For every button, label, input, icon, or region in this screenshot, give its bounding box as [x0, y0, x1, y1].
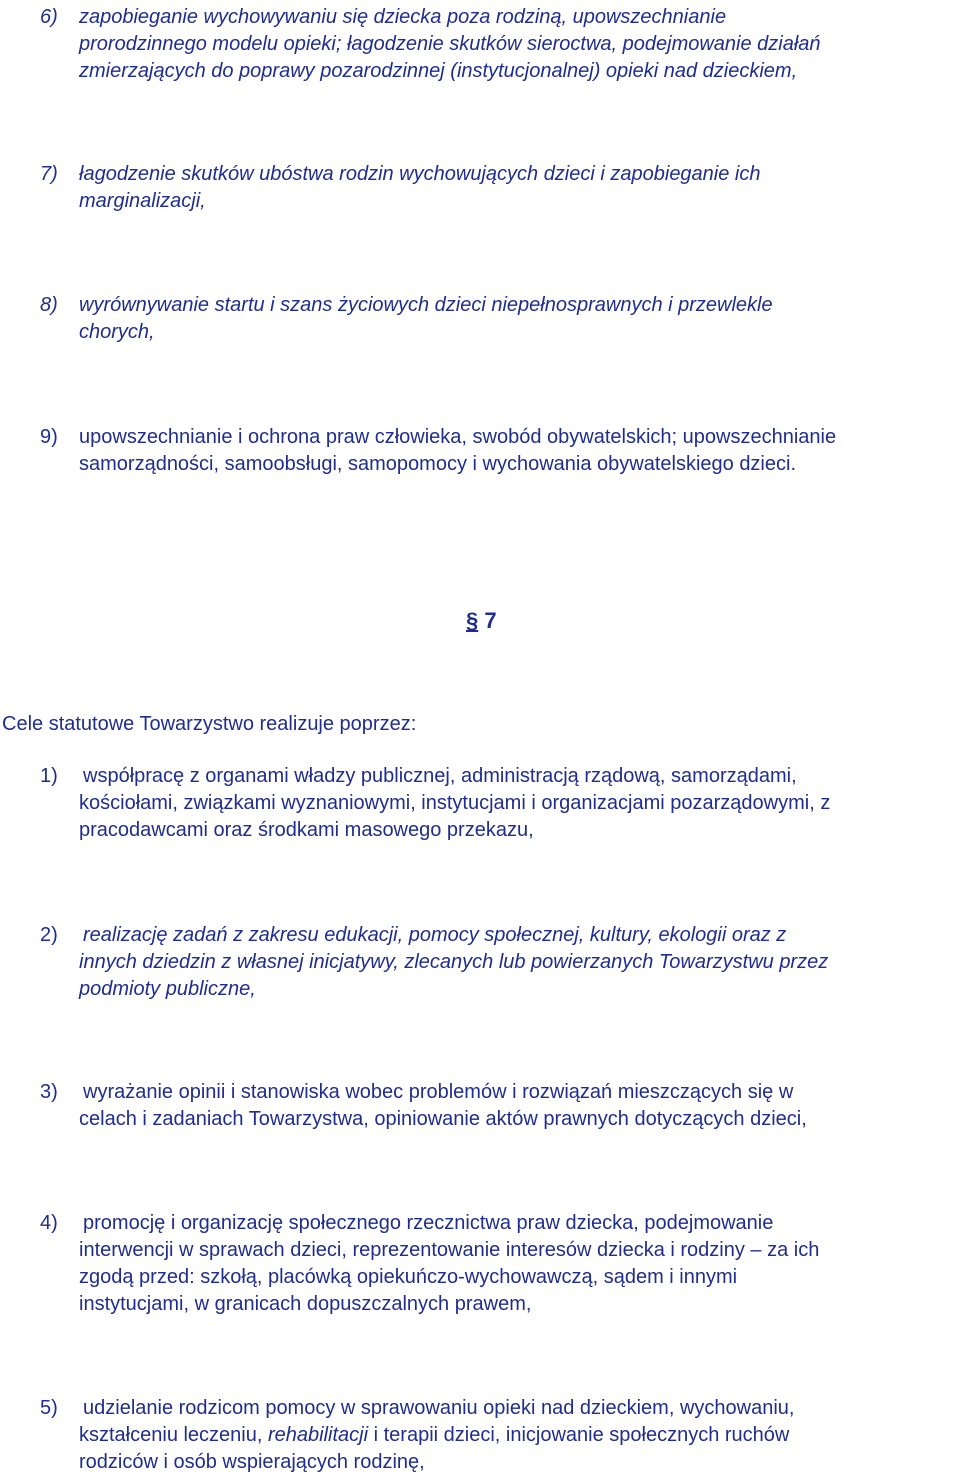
text-line: upowszechnianie i ochrona praw człowieka, swobód obywatelskich; upowszechnianie	[79, 426, 837, 448]
text-line: podmioty publiczne,	[79, 978, 256, 1000]
list-item-6	[40, 4, 960, 85]
text-line: realizację zadań z zakresu edukacji, pomocy społecznej, kultury, ekologii oraz z	[83, 924, 787, 946]
list-item-text	[79, 424, 960, 478]
text-segment: kształceniu leczeniu,	[79, 1424, 268, 1446]
list-item-8	[40, 292, 960, 346]
text-line: wyrównywanie startu i szans życiowych dzieci niepełnosprawnych i przewlekle	[79, 294, 773, 316]
text-line: innych dziedzin z własnej inicjatywy, zlecanych lub powierzanych Towarzystwu przez	[79, 951, 829, 973]
list-item-4	[40, 1210, 960, 1318]
text-line: pracodawcami oraz środkami masowego przekazu,	[79, 819, 534, 841]
list-item-number: 1)	[40, 765, 58, 787]
text-line: kościołami, związkami wyznaniowymi, instytucjami i organizacjami pozarządowymi, z	[79, 792, 831, 814]
text-line: samorządności, samoobsługi, samopomocy i wychowania obywatelskiego dzieci.	[79, 453, 797, 475]
text-line: zapobieganie wychowywaniu się dziecka poza rodziną, upowszechnianie	[79, 6, 727, 28]
list-item-7	[40, 161, 960, 215]
list-item-text	[79, 292, 960, 346]
text-line: chorych,	[79, 321, 155, 343]
list-item-2	[40, 922, 960, 1003]
text-line: łagodzenie skutków ubóstwa rodzin wychowujących dzieci i zapobieganie ich	[79, 163, 761, 185]
list-item-text	[79, 1210, 960, 1318]
text-line: współpracę z organami władzy publicznej, administracją rządową, samorządami,	[83, 765, 797, 787]
text-segment: i terapii dzieci, inicjowanie społecznych ruchów	[368, 1424, 790, 1446]
text-line: zgodą przed: szkołą, placówką opiekuńczo-wychowawczą, sądem i innymi	[79, 1266, 738, 1288]
list-item-1	[40, 763, 960, 844]
section-intro: Cele statutowe Towarzystwo realizuje poprzez:	[2, 713, 417, 735]
list-item-text	[79, 763, 960, 844]
list-item-number: 3)	[40, 1081, 58, 1103]
text-line: instytucjami, w granicach dopuszczalnych prawem,	[79, 1293, 532, 1315]
list-item-number: 6)	[40, 6, 58, 28]
text-line: udzielanie rodzicom pomocy w sprawowaniu opieki nad dzieckiem, wychowaniu,	[83, 1397, 795, 1419]
list-item-3	[40, 1079, 960, 1133]
text-line	[79, 1422, 960, 1449]
text-line: zmierzających do poprawy pozarodzinnej (instytucjonalnej) opieki nad dzieckiem,	[79, 60, 798, 82]
list-item-5	[40, 1395, 960, 1476]
text-segment-italic: rehabilitacji	[267, 1424, 369, 1446]
list-item-text	[79, 922, 960, 1003]
text-line: prorodzinnego modelu opieki; łagodzenie skutków sieroctwa, podejmowanie działań	[79, 33, 821, 55]
text-line: marginalizacji,	[79, 190, 206, 212]
text-line: rodziców i osób wspierających rodzinę,	[79, 1451, 425, 1473]
text-line: promocję i organizację społecznego rzecznictwa praw dziecka, podejmowanie	[83, 1212, 774, 1234]
list-item-text	[79, 1395, 960, 1476]
list-item-text	[79, 1079, 960, 1133]
section-number: 7	[484, 608, 497, 633]
text-line: celach i zadaniach Towarzystwa, opiniowanie aktów prawnych dotyczących dzieci,	[79, 1108, 807, 1130]
list-item-9	[40, 424, 960, 478]
section-symbol: §	[466, 608, 479, 633]
text-line: interwencji w sprawach dzieci, reprezentowanie interesów dziecka i rodziny – za ich	[79, 1239, 820, 1261]
section-heading	[466, 606, 497, 636]
list-item-number: 4)	[40, 1212, 58, 1234]
list-item-number: 7)	[40, 163, 58, 185]
list-item-number: 2)	[40, 924, 58, 946]
list-item-number: 8)	[40, 294, 58, 316]
list-item-number: 5)	[40, 1397, 58, 1419]
list-item-text	[79, 161, 960, 215]
text-line: wyrażanie opinii i stanowiska wobec problemów i rozwiązań mieszczących się w	[83, 1081, 794, 1103]
list-item-text	[79, 4, 960, 85]
list-item-number: 9)	[40, 426, 58, 448]
